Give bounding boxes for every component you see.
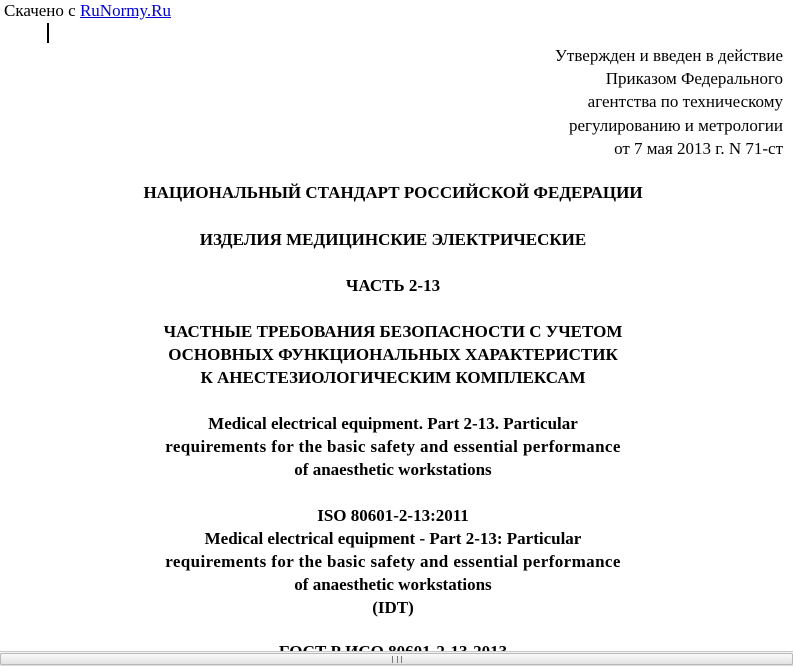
iso-line: of anaesthetic workstations: [294, 575, 492, 594]
source-link[interactable]: RuNormy.Ru: [79, 1, 171, 20]
subtitle-line: К АНЕСТЕЗИОЛОГИЧЕСКИМ КОМПЛЕКСАМ: [200, 368, 586, 387]
iso-line: (IDT): [372, 598, 414, 617]
subtitle-line: ЧАСТНЫЕ ТРЕБОВАНИЯ БЕЗОПАСНОСТИ С УЧЕТОМ: [163, 322, 623, 341]
text-cursor: [47, 23, 49, 43]
product-title: [0, 228, 786, 251]
part-title: [0, 274, 786, 297]
english-title-line: Medical electrical equipment. Part 2-13. Particular: [208, 414, 578, 433]
horizontal-scrollbar[interactable]: [0, 651, 793, 666]
standard-title: [0, 181, 786, 204]
subtitle-line: ОСНОВНЫХ ФУНКЦИОНАЛЬНЫХ ХАРАКТЕРИСТИК: [168, 345, 618, 364]
scrollbar-thumb[interactable]: [0, 653, 793, 665]
source-prefix: Скачено с: [4, 1, 80, 20]
approval-line: Приказом Федерального: [605, 69, 783, 89]
iso-block: [0, 504, 786, 619]
approval-block: [555, 44, 783, 160]
source-note: [4, 1, 171, 21]
approval-line: от 7 мая 2013 г. N 71-ст: [614, 138, 783, 158]
part-title-text: ЧАСТЬ 2-13: [345, 276, 441, 295]
standard-title-text: НАЦИОНАЛЬНЫЙ СТАНДАРТ РОССИЙСКОЙ ФЕДЕРАЦИИ: [143, 183, 643, 202]
english-title-line: of anaesthetic workstations: [294, 460, 492, 479]
approval-line: регулированию и метрологии: [568, 115, 783, 135]
gost-line: [0, 640, 786, 651]
iso-line: ISO 80601-2-13:2011: [317, 506, 469, 525]
approval-line: Утвержден и введен в действие: [554, 46, 783, 65]
product-title-text: ИЗДЕЛИЯ МЕДИЦИНСКИЕ ЭЛЕКТРИЧЕСКИЕ: [199, 230, 587, 249]
iso-line: requirements for the basic safety and essential performance: [165, 552, 621, 571]
english-title-line: requirements for the basic safety and essential performance: [165, 437, 621, 456]
approval-line: агентства по техническому: [587, 92, 783, 112]
grip-icon: [392, 656, 402, 663]
iso-line: Medical electrical equipment - Part 2-13: Particular: [204, 529, 582, 548]
english-title-block: [0, 412, 786, 481]
subtitle-block: [0, 320, 786, 389]
